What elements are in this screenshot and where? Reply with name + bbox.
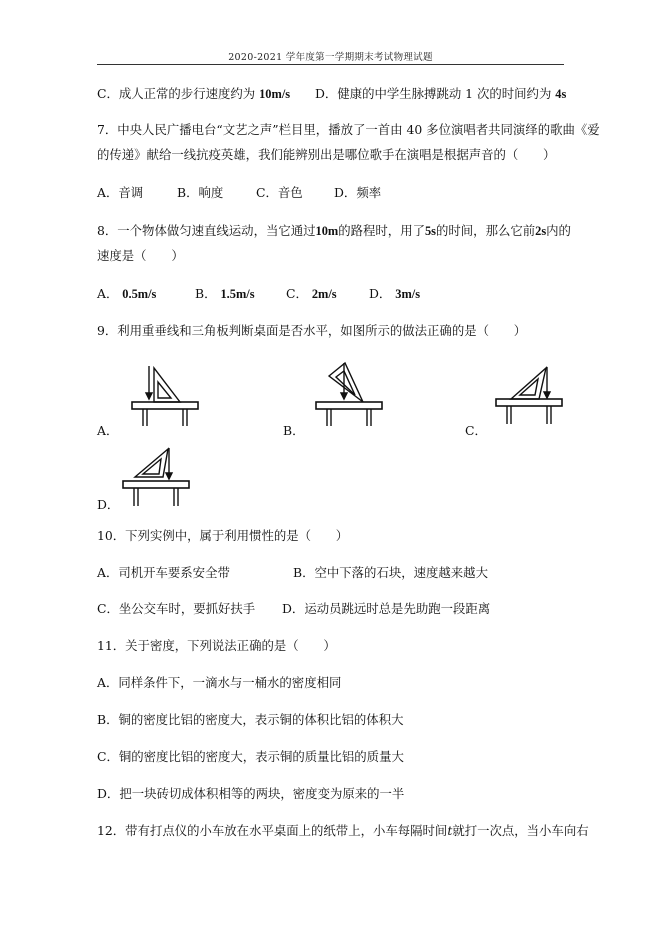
q11-stem: 11．关于密度，下列说法正确的是（ ） bbox=[97, 638, 336, 653]
q10-option-d: D．运动员跳远时总是先助跑一段距离 bbox=[282, 601, 491, 616]
q7-option-c: C．音色 bbox=[256, 185, 303, 200]
q11-option-b: B．铜的密度比铝的密度大，表示铜的体积比铝的体积大 bbox=[97, 712, 404, 727]
q7-option-a: A．音调 bbox=[97, 185, 144, 200]
q9-option-a-letter: A． bbox=[97, 423, 119, 438]
q7-stem-line2: 的传递》献给一线抗疫英雄，我们能辨别出是哪位歌手在演唱是根据声音的（ ） bbox=[97, 147, 556, 162]
q9-option-c-letter: C． bbox=[465, 423, 487, 438]
q9-option-b-letter: B． bbox=[283, 423, 305, 438]
q8-option-b: B． 1.5m/s bbox=[195, 286, 255, 301]
q7-stem-line1: 7．中央人民广播电台“文艺之声”栏目里，播放了一首由 40 多位演唱者共同演绎的歌曲《爱 bbox=[97, 122, 600, 137]
q10-option-a: A．司机开车要系安全带 bbox=[97, 565, 230, 580]
figure-b-diagram bbox=[309, 360, 389, 430]
figure-d-diagram bbox=[118, 443, 198, 511]
q8-option-d: D． 3m/s bbox=[369, 286, 421, 301]
q7-option-b: B．响度 bbox=[177, 185, 224, 200]
q9-option-d-letter: D． bbox=[97, 497, 120, 512]
q6-option-c: C．成人正常的步行速度约为 10m/s bbox=[97, 86, 291, 101]
q12-stem: 12．带有打点仪的小车放在水平桌面上的纸带上，小车每隔时间t就打一次点，当小车向右 bbox=[97, 823, 589, 838]
q6-option-d: D．健康的中学生脉搏跳动 1 次的时间约为 4s bbox=[315, 86, 567, 101]
page-header: 2020-2021 学年度第一学期期末考试物理试题 bbox=[228, 52, 433, 63]
figure-a-diagram bbox=[125, 362, 205, 430]
q11-option-d: D．把一块砖切成体积相等的两块，密度变为原来的一半 bbox=[97, 786, 405, 801]
q11-option-a: A．同样条件下，一滴水与一桶水的密度相同 bbox=[97, 675, 342, 690]
q10-stem: 10．下列实例中，属于利用惯性的是（ ） bbox=[97, 528, 349, 543]
q8-option-a: A． 0.5m/s bbox=[97, 286, 157, 301]
q9-stem: 9．利用重垂线和三角板判断桌面是否水平，如图所示的做法正确的是（ ） bbox=[97, 323, 527, 338]
figure-c-diagram bbox=[491, 362, 571, 430]
q7-option-d: D．频率 bbox=[334, 185, 382, 200]
q8-stem-line1: 8．一个物体做匀速直线运动，当它通过10m的路程时，用了5s的时间，那么它前2s内的 bbox=[97, 223, 571, 238]
header-divider bbox=[97, 64, 564, 65]
q11-option-c: C．铜的密度比铝的密度大，表示铜的质量比铝的质量大 bbox=[97, 749, 404, 764]
q8-option-c: C． 2m/s bbox=[286, 286, 337, 301]
q10-option-b: B．空中下落的石块，速度越来越大 bbox=[293, 565, 488, 580]
q8-stem-line2: 速度是（ ） bbox=[97, 248, 184, 263]
q10-option-c: C．坐公交车时，要抓好扶手 bbox=[97, 601, 256, 616]
